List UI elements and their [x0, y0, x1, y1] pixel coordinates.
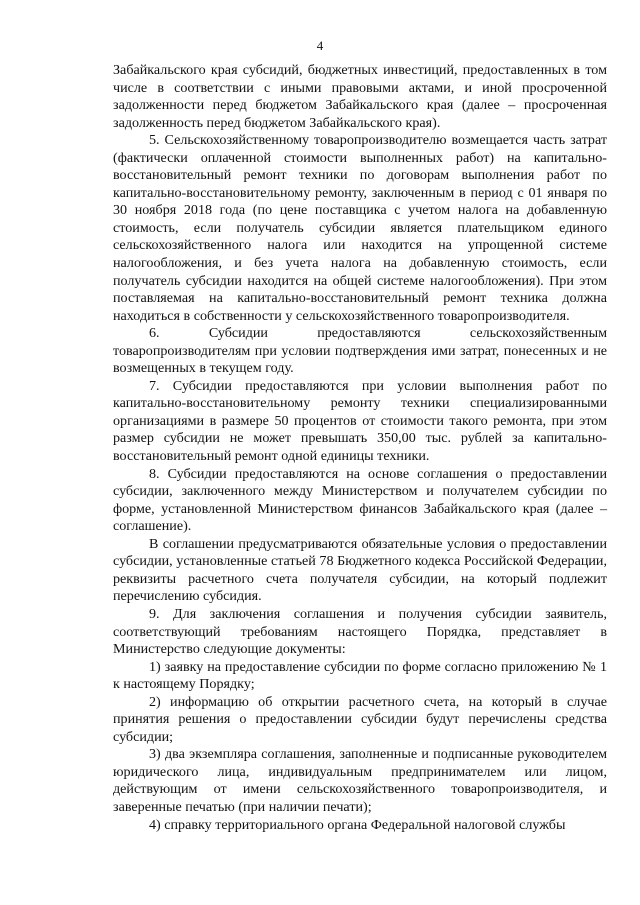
- list-item-3: 3) два экземпляра соглашения, заполненные и подписанные руководителем юридического лица, индивидуальным предпринимателем или лицом, действующим от имени сельскохозяйственного товаропроизводителя, и заверенные печатью (при наличии печати);: [113, 746, 607, 815]
- paragraph-item-5: 5. Сельскохозяйственному товаропроизводителю возмещается часть затрат (фактически оплаченной стоимости выполненных работ) на капитально-восстановительный ремонт техники по договорам выполнения работ по капитально-восстановительному ремонту, заключенным в период с 01 января по 30 ноября 2018 года (по цене поставщика с учетом налога на добавленную стоимость, если получатель субсидии является плательщиком единого сельскохозяйственного налога или находится на упрощенной системе налогообложения, и без учета налога на добавленную стоимость, если получатель субсидии находится на общей системе налогообложения). При этом поставляемая на капитально-восстановительный ремонт техника должна находиться в собственности у сельскохозяйственного товаропроизводителя.: [113, 132, 607, 324]
- paragraph-item-7: 7. Субсидии предоставляются при условии выполнения работ по капитально-восстановительному ремонту техники специализированными организациями в размере 50 процентов от стоимости такого ремонта, при этом размер субсидии не может превышать 350,00 тыс. рублей за капитально-восстановительный ремонт одной единицы техники.: [113, 377, 607, 465]
- paragraph-item-8: 8. Субсидии предоставляются на основе соглашения о предоставлении субсидии, заключенного между Министерством и получателем субсидии по форме, установленной Министерством финансов Забайкальского края (далее – соглашение).: [113, 465, 607, 535]
- paragraph-continuation: Забайкальского края субсидий, бюджетных инвестиций, предоставленных в том числе в соответствии с иными правовыми актами, и иной просроченной задолженности перед бюджетом Забайкальского края (далее – просроченная задолженность перед бюджетом Забайкальского края).: [113, 62, 607, 131]
- list-item-1: 1) заявку на предоставление субсидии по форме согласно приложению № 1 к настоящему Порядку;: [113, 658, 607, 693]
- page-number: 4: [316, 38, 324, 53]
- paragraph-agreement-conditions: В соглашении предусматриваются обязательные условия о предоставлении субсидии, установленные статьей 78 Бюджетного кодекса Российской Федерации, реквизиты расчетного счета получателя субсидии, на который подлежит перечислению субсидия.: [113, 535, 607, 605]
- document-body: [113, 62, 607, 834]
- paragraph-item-9: 9. Для заключения соглашения и получения субсидии заявитель, соответствующий требованиям настоящего Порядка, представляет в Министерство следующие документы:: [113, 605, 607, 658]
- paragraph-item-6: 6. Субсидии предоставляются сельскохозяйственным товаропроизводителям при условии подтверждения ими затрат, понесенных и не возмещенных в текущем году.: [113, 325, 607, 377]
- list-item-2: 2) информацию об открытии расчетного счета, на который в случае принятия решения о предоставлении субсидии будут перечислены средства субсидии;: [113, 693, 607, 745]
- list-item-4: 4) справку территориального органа Федеральной налоговой службы: [149, 816, 566, 833]
